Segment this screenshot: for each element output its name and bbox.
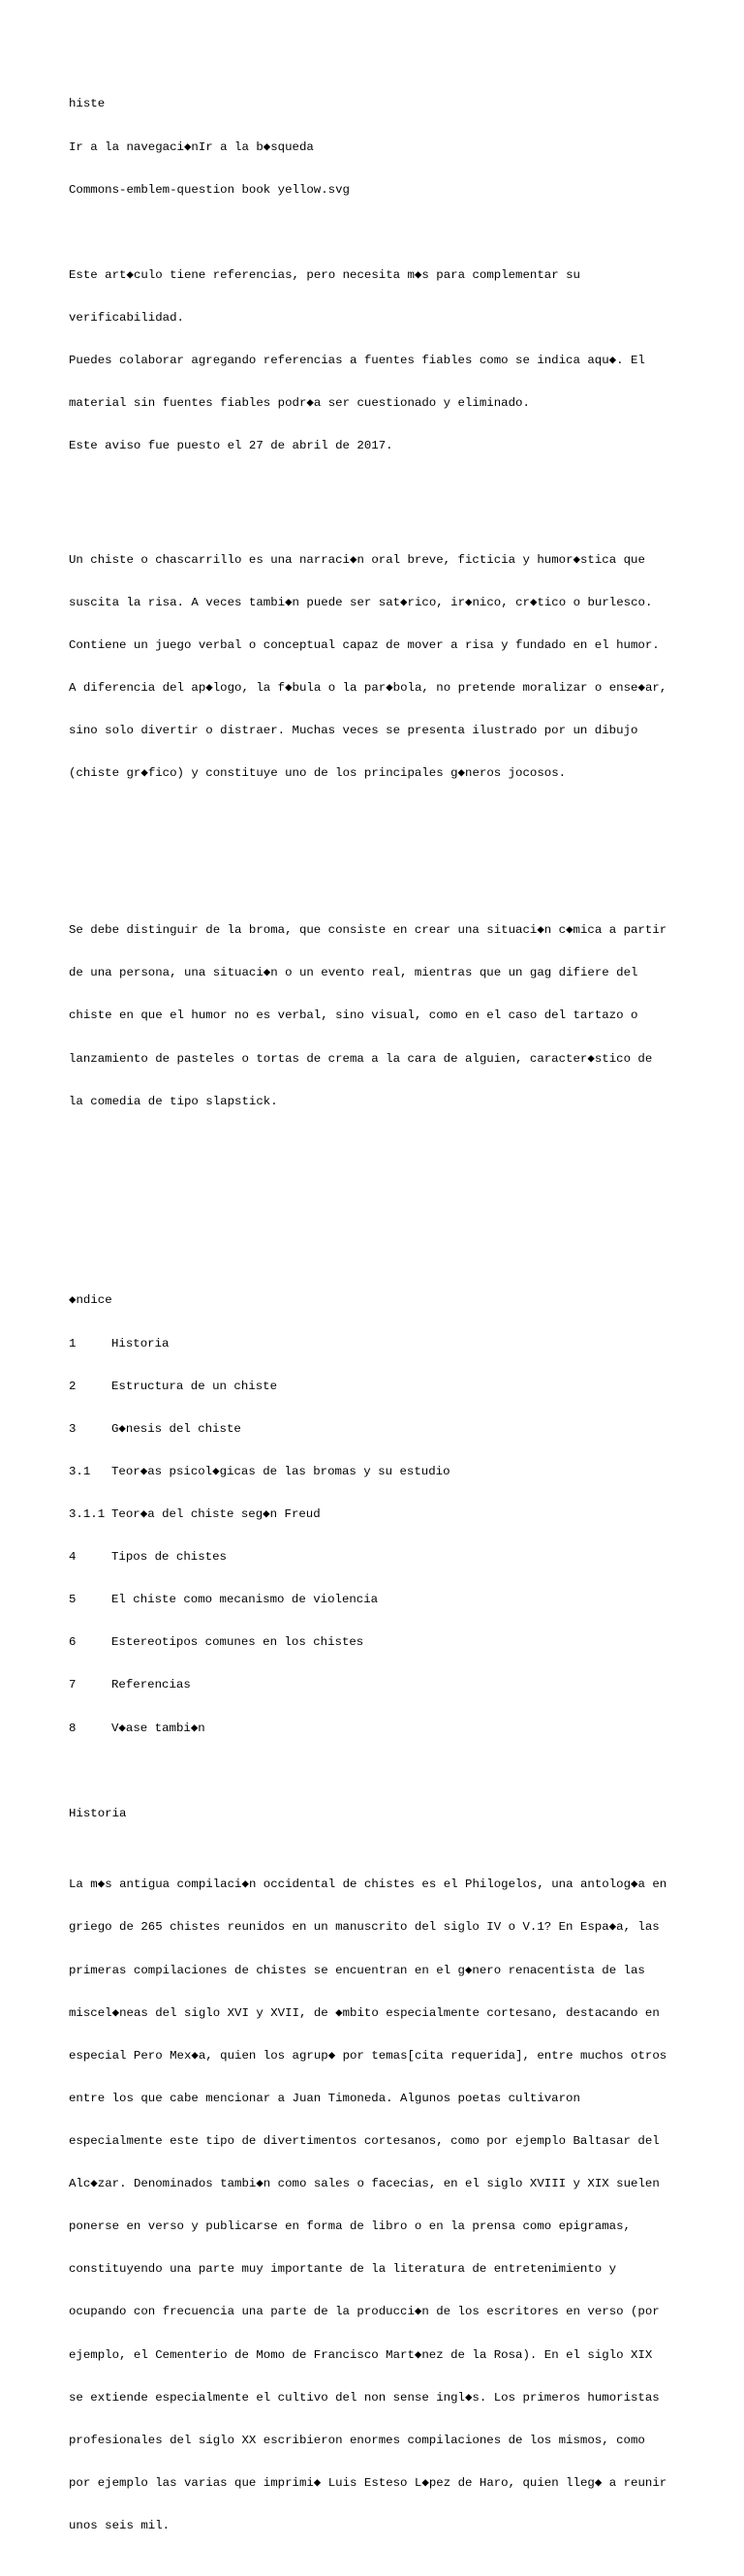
page-title: histe (69, 97, 106, 111)
toc-number: 8 (69, 1721, 77, 1735)
historia-paragraph (69, 1849, 689, 2561)
text-line: Alc◆zar. Denominados tambi◆n como sales o facecias, en el siglo XVIII y XIX suelen (69, 2177, 660, 2191)
toc-link[interactable]: V◆ase tambi◆n (111, 1721, 205, 1735)
document-body (69, 69, 689, 2576)
text-line: Un chiste o chascarrillo es una narraci◆n oral breve, ficticia y humor◆stica que (69, 552, 645, 567)
toc-number: 6 (69, 1635, 77, 1650)
toc-heading: ◆ndice (69, 1293, 112, 1308)
toc-item-vease[interactable] (69, 1722, 689, 1736)
intro-paragraph-2 (69, 895, 689, 1137)
notice-box (69, 239, 689, 481)
blank-line (69, 838, 689, 853)
text-line: (chiste gr◆fico) y constituye uno de los principales g◆neros jocosos. (69, 766, 567, 781)
text-line: griego de 265 chistes reunidos en un manuscrito del siglo IV o V.1? En Espa◆a, las (69, 1920, 660, 1935)
text-line: primeras compilaciones de chistes se encuentran en el g◆nero renacentista de las (69, 1963, 645, 1977)
blank-line (69, 1165, 689, 1180)
toc-number: 3.1.1 (69, 1507, 106, 1522)
text-line: sino solo divertir o distraer. Muchas veces se presenta ilustrado por un dibujo (69, 724, 638, 738)
toc-link[interactable]: Estereotipos comunes en los chistes (111, 1635, 364, 1650)
section-heading-historia: Historia (69, 1806, 127, 1820)
toc-item-tipos[interactable] (69, 1550, 689, 1565)
text-line: de una persona, una situaci◆n o un evento real, mientras que un gag difiere del (69, 966, 638, 980)
text-line: la comedia de tipo slapstick. (69, 1094, 278, 1108)
notice-line: Puedes colaborar agregando referencias a fuentes fiables como se indica aqu◆. El (69, 354, 645, 368)
toc-number: 3.1 (69, 1464, 91, 1478)
toc-link[interactable]: Teor◆as psicol◆gicas de las bromas y su estudio (111, 1464, 450, 1478)
text-line: miscel◆neas del siglo XVI y XVII, de ◆mbito especialmente cortesano, destacando en (69, 2005, 660, 2020)
toc-link[interactable]: Historia (111, 1336, 170, 1350)
toc-link[interactable]: Tipos de chistes (111, 1550, 227, 1565)
text-line: La m◆s antigua compilaci◆n occidental de chistes es el Philogelos, una antolog◆a en (69, 1878, 667, 1892)
toc-number: 3 (69, 1421, 77, 1436)
text-line: Contiene un juego verbal o conceptual capaz de mover a risa y fundado en el humor. (69, 638, 660, 653)
notice-date: Este aviso fue puesto el 27 de abril de 2017. (69, 439, 393, 453)
text-line: ejemplo, el Cementerio de Momo de Francisco Mart◆nez de la Rosa). En el siglo XIX (69, 2347, 653, 2362)
intro-paragraph-1 (69, 525, 689, 810)
table-of-contents (69, 1265, 689, 1764)
toc-item-estructura[interactable] (69, 1380, 689, 1394)
toc-item-referencias[interactable] (69, 1678, 689, 1692)
text-line: unos seis mil. (69, 2518, 170, 2532)
toc-number: 7 (69, 1678, 77, 1692)
text-line: ponerse en verso y publicarse en forma de libro o en la prensa como epigramas, (69, 2219, 631, 2234)
toc-item-genesis[interactable] (69, 1422, 689, 1437)
text-line: lanzamiento de pasteles o tortas de crema a la cara de alguien, caracter◆stico de (69, 1051, 653, 1066)
toc-item-estereotipos[interactable] (69, 1635, 689, 1650)
notice-line: Este art◆culo tiene referencias, pero necesita m◆s para complementar su (69, 267, 580, 282)
text-line: constituyendo una parte muy importante de la literatura de entretenimiento y (69, 2262, 617, 2277)
notice-line: verificabilidad. (69, 310, 184, 325)
toc-number: 1 (69, 1336, 77, 1350)
toc-item-historia[interactable] (69, 1337, 689, 1351)
text-line: suscita la risa. A veces tambi◆n puede ser sat◆rico, ir◆nico, cr◆tico o burlesco. (69, 596, 653, 610)
toc-item-violencia[interactable] (69, 1593, 689, 1607)
text-line: A diferencia del ap◆logo, la f◆bula o la par◆bola, no pretende moralizar o ense◆ar, (69, 681, 667, 696)
toc-number: 5 (69, 1593, 77, 1607)
text-line: especial Pero Mex◆a, quien los agrup◆ por temas[cita requerida], entre muchos otros (69, 2048, 667, 2063)
text-line: profesionales del siglo XX escribieron enormes compilaciones de los mismos, como (69, 2433, 645, 2447)
toc-link[interactable]: Estructura de un chiste (111, 1379, 278, 1393)
toc-number: 4 (69, 1550, 77, 1565)
toc-link[interactable]: Teor◆a del chiste seg◆n Freud (111, 1507, 321, 1522)
text-line: ocupando con frecuencia una parte de la producci◆n de los escritores en verso (por (69, 2305, 660, 2319)
text-line: por ejemplo las varias que imprimi◆ Luis Esteso L◆pez de Haro, quien lleg◆ a reunir (69, 2475, 667, 2490)
blank-line (69, 1208, 689, 1223)
text-line: Se debe distinguir de la broma, que consiste en crear una situaci◆n c◆mica a partir (69, 923, 667, 938)
text-line: se extiende especialmente el cultivo del non sense ingl◆s. Los primeros humoristas (69, 2390, 660, 2405)
toc-link[interactable]: G◆nesis del chiste (111, 1421, 241, 1436)
toc-item-freud[interactable] (69, 1507, 689, 1522)
text-line: entre los que cabe mencionar a Juan Timoneda. Algunos poetas cultivaron (69, 2091, 580, 2105)
toc-item-teorias[interactable] (69, 1465, 689, 1479)
emblem-image-alt: Commons-emblem-question book yellow.svg (69, 182, 350, 197)
notice-line: material sin fuentes fiables podr◆a ser cuestionado y eliminado. (69, 396, 530, 411)
text-line: especialmente este tipo de divertimentos cortesanos, como por ejemplo Baltasar del (69, 2133, 660, 2148)
toc-number: 2 (69, 1379, 77, 1393)
skip-links[interactable]: Ir a la navegaci◆nIr a la b◆squeda (69, 140, 314, 154)
text-line: chiste en que el humor no es verbal, sino visual, como en el caso del tartazo o (69, 1009, 638, 1023)
toc-link[interactable]: Referencias (111, 1678, 191, 1692)
toc-link[interactable]: El chiste como mecanismo de violencia (111, 1593, 379, 1607)
